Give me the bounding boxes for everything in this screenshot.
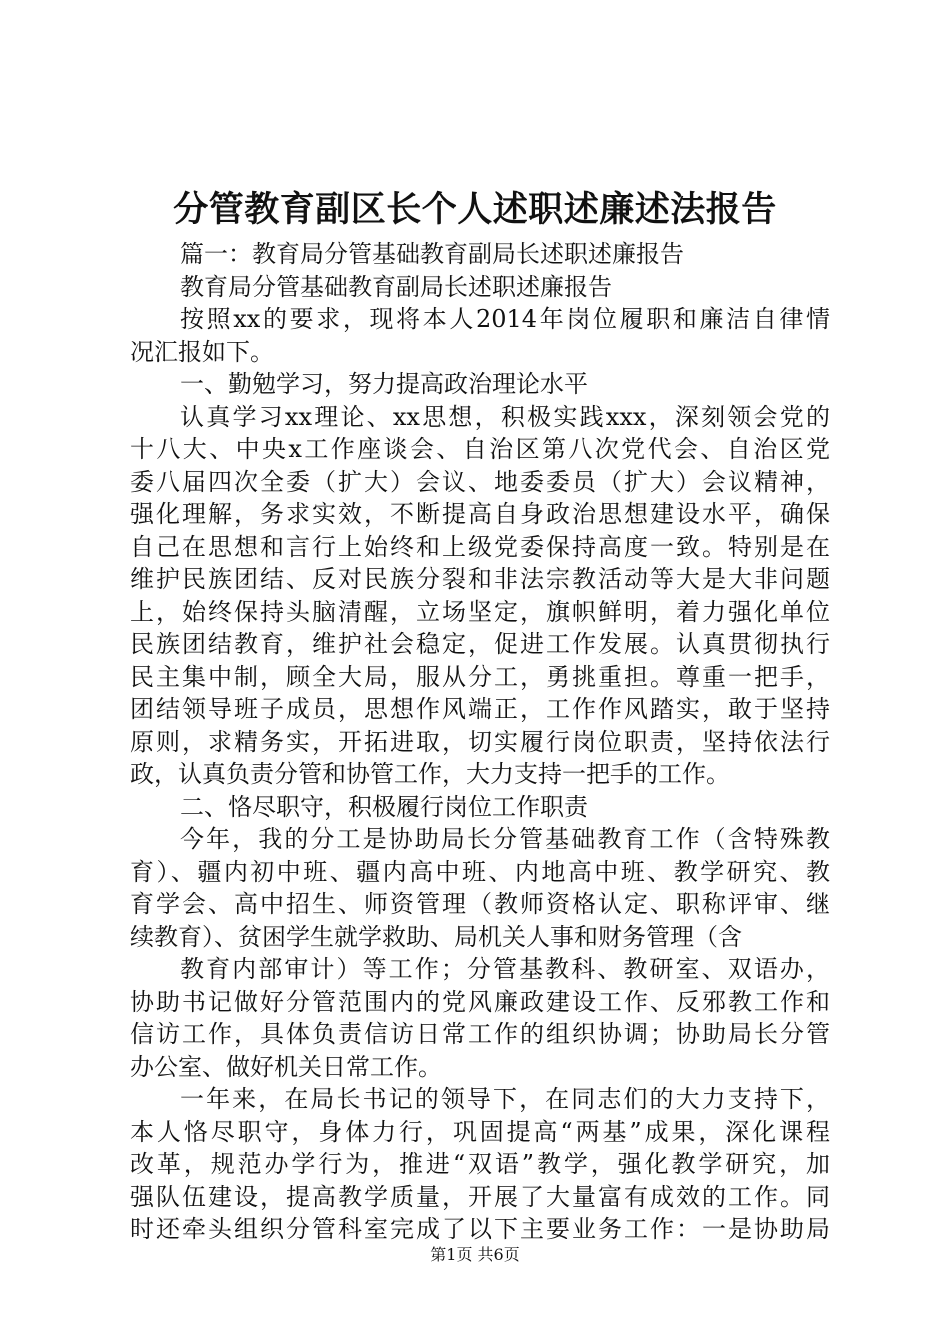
- text-line: 按照xx的要求，现将本人2014年岗位履职和廉洁自律情: [180, 305, 830, 333]
- text-line: 维护民族团结、反对民族分裂和非法宗教活动等大是大非问题: [130, 565, 830, 593]
- text-line: 教育局分管基础教育副局长述职述廉报告: [180, 272, 612, 301]
- text-line: 自己在思想和言行上始终和上级党委保持高度一致。特别是在: [130, 532, 830, 561]
- text-line: 一年来，在局长书记的领导下，在同志们的大力支持下，: [180, 1085, 830, 1113]
- text-line: 育学会、高中招生、师资管理（教师资格认定、职称评审、继: [130, 890, 830, 918]
- text-line: 十八大、中央x工作座谈会、自治区第八次党代会、自治区党: [130, 435, 830, 463]
- section-heading: 二、恪尽职守，积极履行岗位工作职责: [180, 792, 588, 821]
- text-line: 委八届四次全委（扩大）会议、地委委员（扩大）会议精神，: [130, 467, 830, 496]
- section-heading: 一、勤勉学习，努力提高政治理论水平: [180, 370, 588, 398]
- text-line: 强队伍建设，提高教学质量，开展了大量富有成效的工作。同: [130, 1182, 830, 1211]
- text-line: 信访工作，具体负责信访日常工作的组织协调；协助局长分管: [130, 1020, 830, 1048]
- text-line: 本人恪尽职守，身体力行，巩固提高“两基”成果，深化课程: [130, 1117, 830, 1146]
- text-line: 上，始终保持头脑清醒，立场坚定，旗帜鲜明，着力强化单位: [130, 597, 830, 626]
- text-line: 篇一：教育局分管基础教育副局长述职述廉报告: [180, 240, 684, 268]
- text-line: 续教育）、贫困学生就学救助、局机关人事和财务管理（含: [130, 922, 742, 951]
- text-line: 协助书记做好分管范围内的党风廉政建设工作、反邪教工作和: [130, 987, 830, 1016]
- text-line: 况汇报如下。: [130, 337, 274, 366]
- text-line: 团结领导班子成员，思想作风端正，工作作风踏实，敢于坚持: [130, 695, 830, 723]
- text-line: 认真学习xx理论、xx思想，积极实践xxx，深刻领会党的: [180, 402, 830, 431]
- text-line: 时还牵头组织分管科室完成了以下主要业务工作：一是协助局: [130, 1215, 830, 1243]
- text-line: 今年，我的分工是协助局长分管基础教育工作（含特殊教: [180, 825, 830, 853]
- text-line: 育）、疆内初中班、疆内高中班、内地高中班、教学研究、教: [130, 857, 830, 886]
- text-line: 改革，规范办学行为，推进“双语”教学，强化教学研究，加: [130, 1150, 830, 1178]
- text-line: 教育内部审计）等工作；分管基教科、教研室、双语办，: [180, 955, 830, 983]
- text-line: 原则，求精务实，开拓进取，切实履行岗位职责，坚持依法行: [130, 727, 830, 756]
- text-line: 强化理解，务求实效，不断提高自身政治思想建设水平，确保: [130, 500, 830, 528]
- text-line: 民主集中制，顾全大局，服从分工，勇挑重担。尊重一把手，: [130, 662, 830, 691]
- document-title: 分管教育副区长个人述职述廉述法报告: [173, 189, 777, 230]
- text-line: 民族团结教育，维护社会稳定，促进工作发展。认真贯彻执行: [130, 630, 830, 658]
- text-line: 政，认真负责分管和协管工作，大力支持一把手的工作。: [130, 760, 730, 788]
- page-footer: 第1页 共6页: [430, 1245, 520, 1264]
- text-line: 办公室、做好机关日常工作。: [130, 1052, 442, 1081]
- document-body: [130, 238, 830, 1246]
